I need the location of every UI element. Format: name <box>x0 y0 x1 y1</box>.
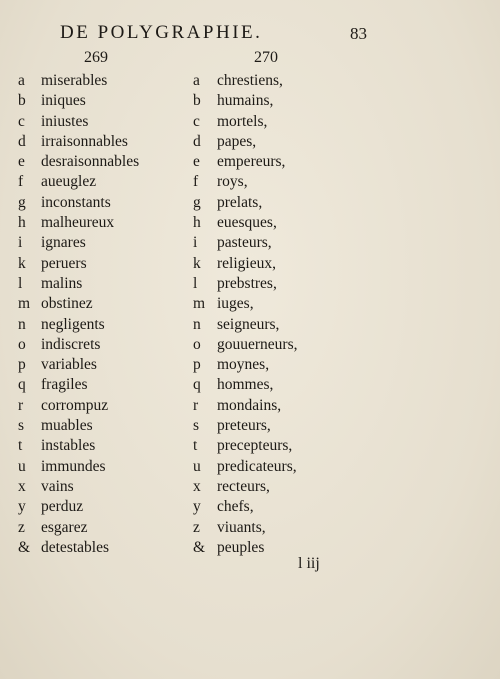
list-word: iuges, <box>217 295 254 313</box>
index-letter: t <box>193 437 198 455</box>
list-word: mortels, <box>217 112 268 130</box>
list-word: obstinez <box>41 295 93 313</box>
signature-mark: l iij <box>298 555 320 572</box>
index-letter: a <box>193 72 200 89</box>
list-word: hommes, <box>217 376 274 394</box>
list-word: precepteurs, <box>217 437 293 455</box>
index-letter: o <box>193 335 201 353</box>
list-item <box>18 91 188 111</box>
list-word: irraisonnables <box>41 132 128 150</box>
index-letter: g <box>18 193 26 211</box>
index-letter: b <box>18 92 26 110</box>
index-letter: q <box>18 376 26 394</box>
list-word: euesques, <box>217 214 277 232</box>
running-head: DE POLYGRAPHIE. <box>60 22 263 43</box>
list-item <box>193 436 323 456</box>
index-letter: m <box>193 295 206 313</box>
list-word: viuants, <box>217 518 266 536</box>
list-item <box>18 254 188 274</box>
list-word: malins <box>41 274 83 292</box>
list-word: humains, <box>217 92 274 110</box>
list-item <box>18 436 188 456</box>
list-item <box>193 112 323 132</box>
list-word: instables <box>41 437 96 455</box>
index-letter: c <box>193 112 200 130</box>
list-word: negligents <box>41 315 105 333</box>
list-item <box>18 294 188 314</box>
list-item <box>193 294 323 314</box>
word-list-left <box>18 71 188 558</box>
index-letter: r <box>193 396 199 414</box>
index-letter: k <box>193 254 201 272</box>
list-item <box>18 416 188 436</box>
page-number: 83 <box>350 24 367 43</box>
list-item <box>193 518 323 538</box>
list-item <box>18 112 188 132</box>
index-letter: e <box>193 153 200 171</box>
index-letter: h <box>18 214 26 232</box>
index-letter: f <box>193 173 199 191</box>
column-number-right: 270 <box>254 49 278 66</box>
list-word: indiscrets <box>41 335 101 353</box>
index-letter: n <box>18 315 26 333</box>
list-item <box>193 355 323 375</box>
list-word: pasteurs, <box>217 234 272 252</box>
list-item <box>193 172 323 192</box>
list-word: gouuerneurs, <box>217 335 298 353</box>
list-word: fragiles <box>41 376 88 394</box>
list-word: iniques <box>41 92 86 110</box>
list-word: prelats, <box>217 193 263 211</box>
list-word: predicateurs, <box>217 457 297 475</box>
list-item <box>18 152 188 172</box>
list-word: preteurs, <box>217 417 271 435</box>
index-letter: h <box>193 214 201 232</box>
list-word: variables <box>41 356 97 374</box>
list-word: perduz <box>41 498 84 516</box>
list-item <box>18 518 188 538</box>
list-word: inconstants <box>41 193 111 211</box>
list-word: seigneurs, <box>217 315 280 333</box>
word-list-right <box>193 71 323 558</box>
index-letter: l <box>193 274 198 292</box>
index-letter: s <box>193 417 200 435</box>
list-word: aueuglez <box>41 173 97 191</box>
list-word: peuples <box>217 538 265 556</box>
index-letter: & <box>18 538 31 556</box>
index-letter: y <box>18 498 26 516</box>
list-item <box>193 335 323 355</box>
list-word: desraisonnables <box>41 153 140 171</box>
list-word: empereurs, <box>217 153 286 171</box>
list-item <box>193 375 323 395</box>
list-word: chefs, <box>217 498 254 516</box>
index-letter: d <box>18 132 26 150</box>
column-number-left: 269 <box>84 49 108 66</box>
list-word: detestables <box>41 538 110 556</box>
list-item <box>18 335 188 355</box>
list-word: religieux, <box>217 254 276 272</box>
list-item <box>18 497 188 517</box>
list-item <box>193 497 323 517</box>
list-item <box>18 355 188 375</box>
list-word: ignares <box>41 234 86 252</box>
list-item <box>18 71 188 91</box>
index-letter: l <box>18 274 23 292</box>
list-item <box>193 152 323 172</box>
list-item <box>193 416 323 436</box>
list-item <box>18 172 188 192</box>
list-word: iniustes <box>41 112 89 130</box>
list-item <box>193 71 323 91</box>
index-letter: m <box>18 295 31 313</box>
list-item <box>18 213 188 233</box>
list-item <box>18 457 188 477</box>
list-item <box>193 254 323 274</box>
list-item <box>18 396 188 416</box>
index-letter: k <box>18 254 26 272</box>
index-letter: u <box>18 457 26 475</box>
index-letter: u <box>193 457 201 475</box>
index-letter: p <box>193 356 201 374</box>
list-item <box>193 193 323 213</box>
list-item <box>18 315 188 335</box>
index-letter: x <box>18 477 26 495</box>
index-letter: y <box>193 498 201 516</box>
index-letter: n <box>193 315 201 333</box>
list-word: miserables <box>41 72 108 89</box>
list-word: recteurs, <box>217 477 270 495</box>
list-item <box>193 477 323 497</box>
index-letter: c <box>18 112 25 130</box>
list-item <box>18 233 188 253</box>
list-word: malheureux <box>41 214 115 232</box>
list-item <box>18 538 188 558</box>
list-item <box>193 396 323 416</box>
list-item <box>193 91 323 111</box>
list-item <box>193 315 323 335</box>
index-letter: f <box>18 173 24 191</box>
index-letter: b <box>193 92 201 110</box>
list-item <box>18 193 188 213</box>
list-item <box>18 274 188 294</box>
index-letter: r <box>18 396 24 414</box>
index-letter: a <box>18 72 25 89</box>
list-word: moynes, <box>217 356 270 374</box>
index-letter: g <box>193 193 201 211</box>
index-letter: i <box>18 234 23 252</box>
index-letter: d <box>193 132 201 150</box>
index-letter: o <box>18 335 26 353</box>
list-word: vains <box>41 477 74 495</box>
list-word: muables <box>41 417 93 435</box>
list-word: papes, <box>217 132 257 150</box>
list-item <box>18 132 188 152</box>
list-item <box>193 132 323 152</box>
index-letter: z <box>18 518 25 536</box>
index-letter: s <box>18 417 25 435</box>
list-item <box>193 213 323 233</box>
list-item <box>18 477 188 497</box>
list-word: esgarez <box>41 518 88 536</box>
list-word: mondains, <box>217 396 282 414</box>
list-word: roys, <box>217 173 248 191</box>
index-letter: q <box>193 376 201 394</box>
index-letter: e <box>18 153 25 171</box>
list-word: corrompuz <box>41 396 109 414</box>
list-item <box>18 375 188 395</box>
list-word: chrestiens, <box>217 72 283 89</box>
list-word: peruers <box>41 254 87 272</box>
index-letter: z <box>193 518 200 536</box>
index-letter: i <box>193 234 198 252</box>
index-letter: p <box>18 356 26 374</box>
list-item <box>193 274 323 294</box>
list-item <box>193 233 323 253</box>
index-letter: t <box>18 437 23 455</box>
list-word: prebstres, <box>217 274 277 292</box>
index-letter: & <box>193 538 206 556</box>
index-letter: x <box>193 477 201 495</box>
list-word: immundes <box>41 457 106 475</box>
list-item <box>193 457 323 477</box>
